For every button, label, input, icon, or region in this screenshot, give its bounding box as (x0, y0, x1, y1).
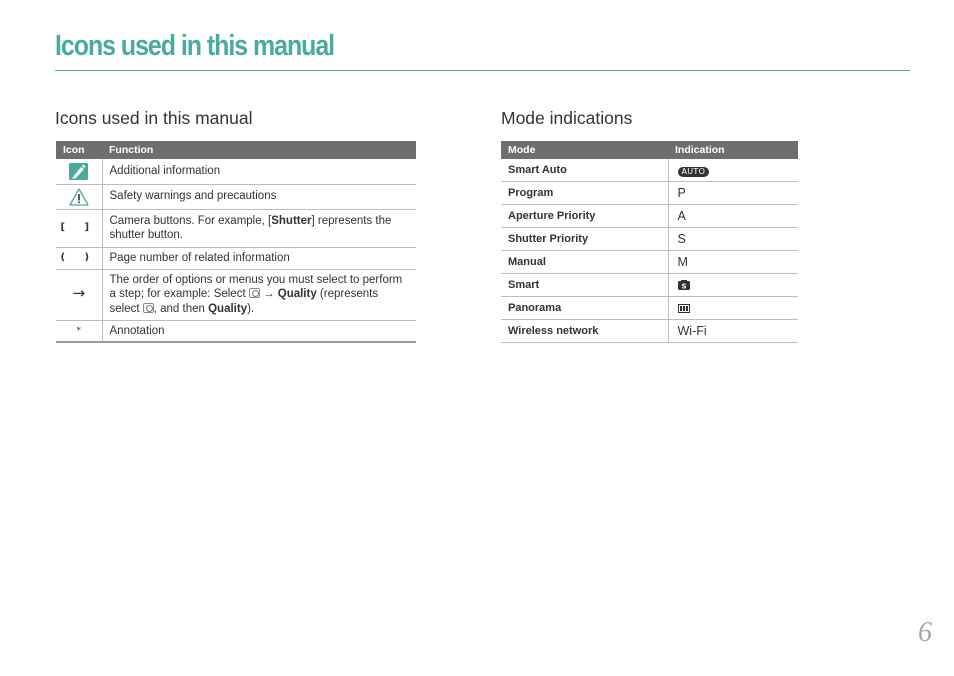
mode-shutter-priority: Shutter Priority (501, 228, 668, 251)
icons-table-header (56, 141, 416, 159)
icons-section-heading: Icons used in this manual (55, 108, 253, 128)
function-annotation: Annotation (102, 320, 416, 342)
indication-aperture: A (668, 205, 798, 228)
mode-table (501, 141, 798, 343)
mode-smart: Smart (501, 274, 668, 297)
bracket-symbol: [ ] (60, 222, 98, 234)
mode-program: Program (501, 182, 668, 205)
indication-program: P (668, 182, 798, 205)
icons-table (56, 141, 416, 343)
smart-mode-icon (678, 280, 690, 290)
title-rule (55, 70, 910, 71)
mode-aperture-priority: Aperture Priority (501, 205, 668, 228)
table-row (56, 159, 416, 184)
table-row (56, 209, 416, 247)
indication-manual: M (668, 251, 798, 274)
mode-manual: Manual (501, 251, 668, 274)
arrow-symbol: → (72, 284, 86, 303)
table-row (56, 247, 416, 269)
table-row (501, 251, 798, 274)
function-camera-buttons: Camera buttons. For example, [Shutter] represents the shutter button. (102, 209, 416, 247)
svg-text:S: S (680, 283, 687, 291)
panorama-mode-icon (678, 304, 690, 313)
warning-icon (69, 188, 89, 206)
page-title: Icons used in this manual (55, 30, 335, 62)
header-mode: Mode (501, 141, 668, 159)
function-additional-info: Additional information (102, 159, 416, 184)
note-icon (69, 163, 88, 180)
table-row (56, 184, 416, 209)
shooting-menu-icon (143, 303, 154, 313)
table-row (501, 182, 798, 205)
mode-panorama: Panorama (501, 297, 668, 320)
table-row (501, 320, 798, 343)
table-row (501, 159, 798, 182)
mode-wireless-network: Wireless network (501, 320, 668, 343)
indication-shutter: S (668, 228, 798, 251)
shooting-menu-icon (249, 288, 260, 298)
mode-smart-auto: Smart Auto (501, 159, 668, 182)
parenthesis-symbol: ( ) (60, 252, 98, 264)
page-number: 6 (918, 617, 932, 648)
modes-section-heading: Mode indications (501, 108, 633, 128)
header-function: Function (102, 141, 416, 159)
mode-table-header (501, 141, 798, 159)
table-row (501, 274, 798, 297)
function-menu-order: The order of options or menus you must select to perform a step; for example: Select → Quality (represents select , and then Quality). (102, 269, 416, 320)
function-page-number: Page number of related information (102, 247, 416, 269)
table-row (56, 320, 416, 342)
header-indication: Indication (668, 141, 798, 159)
auto-badge-icon: AUTO (678, 167, 710, 177)
function-safety-warnings: Safety warnings and precautions (102, 184, 416, 209)
table-row (501, 297, 798, 320)
asterisk-symbol: * (76, 326, 81, 336)
table-row (501, 228, 798, 251)
table-row (501, 205, 798, 228)
indication-wifi: Wi-Fi (668, 320, 798, 343)
header-icon: Icon (56, 141, 102, 159)
table-row (56, 269, 416, 320)
